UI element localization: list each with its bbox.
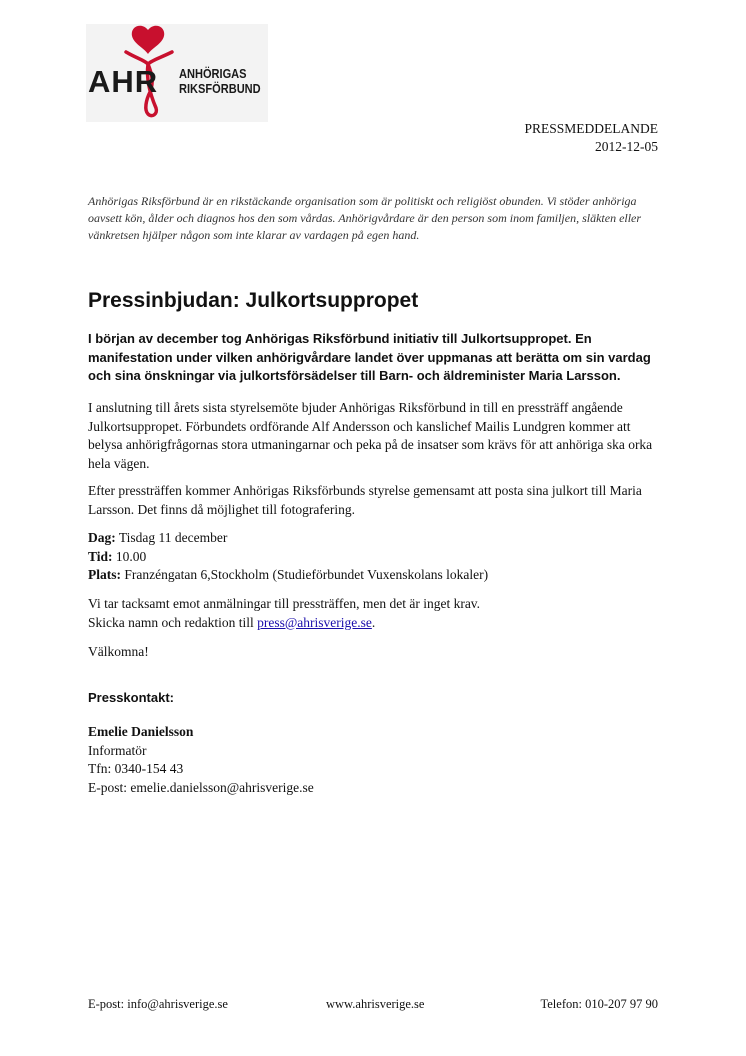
logo-name-line1: ANHÖRIGAS xyxy=(179,66,247,81)
organization-intro: Anhörigas Riksförbund är en rikstäckande organisation som är politiskt och religiöst obunden. Vi stöder anhöriga oavsett kön, ålder och diagnos hos den som vårdas. Anhörigvårdare är den person som inom familjen, släkten eller vänkretsen hjälper någon som inte klarar av vardagen på egen hand. xyxy=(88,194,642,242)
event-time xyxy=(88,548,663,567)
page-title: Pressinbjudan: Julkortsuppropet xyxy=(88,289,419,312)
footer-website: www.ahrisverige.se xyxy=(326,997,425,1011)
document-date: 2012-12-05 xyxy=(595,139,658,154)
logo-name-line2: RIKSFÖRBUND xyxy=(179,81,261,96)
event-details xyxy=(88,529,663,585)
event-place-value: Franzéngatan 6,Stockholm (Studieförbundet Vuxenskolans lokaler) xyxy=(124,567,489,582)
registration-prefix: Skicka namn och redaktion till xyxy=(88,614,258,630)
event-time-label: Tid: xyxy=(88,548,113,564)
press-email-link[interactable]: press@ahrisverige.se xyxy=(257,614,372,630)
logo-abbreviation: AHR xyxy=(88,64,159,99)
welcome-text: Välkomna! xyxy=(88,644,149,659)
event-day-label: Dag: xyxy=(88,530,116,545)
contact-email: E-post: emelie.danielsson@ahrisverige.se xyxy=(88,779,314,795)
event-day-value: Tisdag 11 december xyxy=(118,530,228,545)
contact-role: Informatör xyxy=(88,742,147,758)
body-paragraph-1: I anslutning till årets sista styrelsemöte bjuder Anhörigas Riksförbund in till en pressträff angående Julkortsuppropet. Förbundets ordförande Alf Andersson och kanslichef Mailis Lundgren kommer att belysa anhörigfrågornas stora utmaningarnar och peka på de insatser som krävs för att anhöriga ska orka hela vägen. xyxy=(88,400,653,471)
press-contact-heading: Presskontakt: xyxy=(88,690,174,705)
contact-phone: Tfn: 0340-154 43 xyxy=(88,761,184,776)
event-day xyxy=(88,529,663,548)
document-type: PRESSMEDDELANDE xyxy=(524,121,658,136)
footer-email: E-post: info@ahrisverige.se xyxy=(88,997,228,1011)
event-time-value: 10.00 xyxy=(115,548,147,564)
registration-suffix: . xyxy=(371,614,376,630)
document-header xyxy=(524,120,658,156)
lead-paragraph: I början av december tog Anhörigas Riksförbund initiativ till Julkortsuppropet. En manifestation under vilken anhörigvårdare landet över uppmanas att berätta om sin vardag och sina önskningar via julkortsförsädelser till Barn- och äldreminister Maria Larsson. xyxy=(88,331,651,383)
registration-line-2 xyxy=(88,614,663,633)
footer-phone: Telefon: 010-207 97 90 xyxy=(540,997,658,1011)
organization-logo xyxy=(86,24,268,122)
contact-name: Emelie Danielsson xyxy=(88,724,194,739)
event-place xyxy=(88,566,663,585)
event-place-label: Plats: xyxy=(88,567,121,582)
body-paragraph-2: Efter pressträffen kommer Anhörigas Riksförbunds styrelse gemensamt att posta sina julkort till Maria Larsson. Det finns då möjlighet till fotografering. xyxy=(88,483,642,517)
registration-info xyxy=(88,595,663,632)
registration-line-1: Vi tar tacksamt emot anmälningar till pressträffen, men det är inget krav. xyxy=(88,596,481,611)
press-contact-block xyxy=(88,723,663,797)
